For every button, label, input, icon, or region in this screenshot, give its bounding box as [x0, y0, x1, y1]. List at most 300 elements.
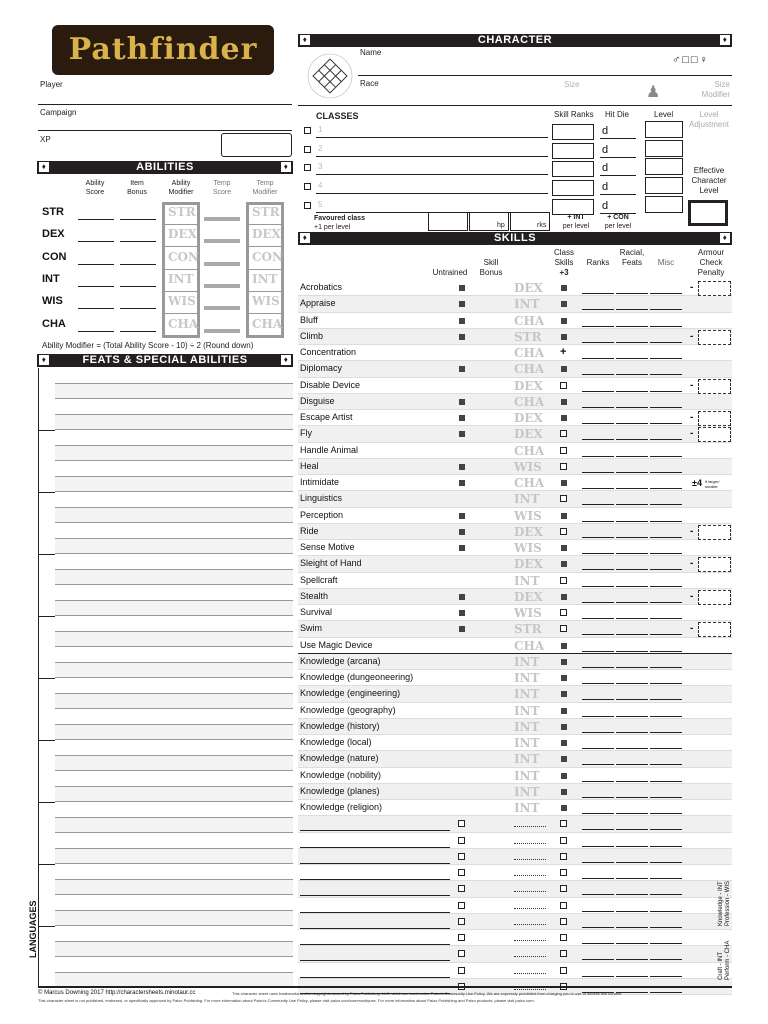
level-box[interactable]	[645, 177, 683, 194]
skill-ability-field[interactable]	[514, 989, 546, 990]
racial-feats-field[interactable]	[616, 943, 648, 944]
racial-feats-field[interactable]	[616, 586, 648, 587]
racial-feats-field[interactable]	[616, 309, 648, 310]
racial-feats-field[interactable]	[616, 878, 648, 879]
misc-field[interactable]	[650, 309, 682, 310]
misc-field[interactable]	[650, 521, 682, 522]
ranks-field[interactable]	[582, 521, 614, 522]
ranks-field[interactable]	[582, 651, 614, 652]
feat-line[interactable]	[55, 694, 293, 710]
misc-field[interactable]	[650, 943, 682, 944]
ranks-field[interactable]	[582, 407, 614, 408]
misc-field[interactable]	[650, 927, 682, 928]
ranks-field[interactable]	[582, 976, 614, 977]
skill-ranks-box[interactable]	[552, 180, 594, 196]
feat-line[interactable]	[55, 678, 293, 694]
armour-check-box[interactable]	[698, 281, 731, 296]
feat-line[interactable]	[55, 539, 293, 555]
skill-ability-field[interactable]	[514, 859, 546, 860]
racial-feats-field[interactable]	[616, 488, 648, 489]
ranks-field[interactable]	[582, 456, 614, 457]
skill-ability: STR	[514, 329, 542, 344]
skill-ability-field[interactable]	[514, 956, 546, 957]
racial-feats-field[interactable]	[616, 439, 648, 440]
ranks-field[interactable]	[582, 683, 614, 684]
ranks-field[interactable]	[582, 553, 614, 554]
racial-feats-field[interactable]	[616, 764, 648, 765]
xp-field[interactable]	[221, 133, 292, 157]
untrained-checkbox[interactable]	[458, 837, 465, 844]
feat-line[interactable]	[55, 430, 293, 446]
feat-line[interactable]	[55, 942, 293, 958]
racial-feats-field[interactable]	[616, 391, 648, 392]
ranks-field[interactable]	[582, 374, 614, 375]
hit-die-field[interactable]	[600, 138, 636, 139]
ranks-field[interactable]	[582, 667, 614, 668]
player-field[interactable]	[38, 104, 292, 105]
racial-feats-field[interactable]	[616, 732, 648, 733]
fav-extra-box[interactable]	[510, 212, 550, 231]
class-name-field[interactable]	[316, 193, 548, 194]
misc-field[interactable]	[650, 488, 682, 489]
ranks-field[interactable]	[582, 748, 614, 749]
feat-line[interactable]	[55, 570, 293, 586]
misc-field[interactable]	[650, 862, 682, 863]
racial-feats-field[interactable]	[616, 472, 648, 473]
custom-skill-field[interactable]	[300, 863, 450, 864]
misc-field[interactable]	[650, 407, 682, 408]
misc-field[interactable]	[650, 439, 682, 440]
skill-ability-field[interactable]	[514, 940, 546, 941]
untrained-checkbox[interactable]	[458, 950, 465, 957]
level-box[interactable]	[645, 196, 683, 213]
misc-field[interactable]	[650, 976, 682, 977]
temp-score-field[interactable]	[204, 239, 240, 243]
ability-score-field[interactable]	[78, 219, 114, 220]
gender-icons[interactable]: ♂□□♀	[672, 54, 710, 66]
class-skill-checkbox[interactable]	[560, 837, 567, 844]
misc-field[interactable]	[650, 878, 682, 879]
misc-field[interactable]	[650, 391, 682, 392]
skill-ability-field[interactable]	[514, 924, 546, 925]
ability-name-int: INT	[42, 272, 60, 285]
ranks-field[interactable]	[582, 829, 614, 830]
custom-skill-field[interactable]	[300, 879, 450, 880]
custom-skill-field[interactable]	[300, 830, 450, 831]
feat-line[interactable]	[55, 911, 293, 927]
level-box[interactable]	[645, 121, 683, 138]
skill-ranks-box[interactable]	[552, 143, 594, 159]
racial-feats-field[interactable]	[616, 423, 648, 424]
racial-feats-field[interactable]	[616, 326, 648, 327]
feat-line[interactable]	[55, 492, 293, 508]
racial-feats-field[interactable]	[616, 894, 648, 895]
temp-modifier-wis: WIS	[252, 294, 280, 309]
class-skill-checkbox[interactable]	[560, 820, 567, 827]
ranks-field[interactable]	[582, 586, 614, 587]
racial-feats-field[interactable]	[616, 553, 648, 554]
ranks-field[interactable]	[582, 764, 614, 765]
misc-field[interactable]	[650, 456, 682, 457]
racial-feats-field[interactable]	[616, 797, 648, 798]
armour-check-box[interactable]	[698, 427, 731, 442]
misc-field[interactable]	[650, 748, 682, 749]
ability-modifier-cha: CHA	[168, 316, 199, 331]
temp-score-field[interactable]	[204, 329, 240, 333]
misc-field[interactable]	[650, 374, 682, 375]
ability-score-field[interactable]	[78, 308, 114, 309]
ranks-field[interactable]	[582, 716, 614, 717]
misc-field[interactable]	[650, 813, 682, 814]
temp-score-field[interactable]	[204, 284, 240, 288]
racial-feats-field[interactable]	[616, 618, 648, 619]
ranks-field[interactable]	[582, 293, 614, 294]
custom-skill-field[interactable]	[300, 895, 450, 896]
feat-line[interactable]	[55, 663, 293, 679]
ecl-box[interactable]	[688, 200, 728, 226]
racial-feats-field[interactable]	[616, 683, 648, 684]
ranks-field[interactable]	[582, 862, 614, 863]
feat-line[interactable]	[55, 725, 293, 741]
misc-field[interactable]	[650, 911, 682, 912]
misc-field[interactable]	[650, 732, 682, 733]
skill-name: Knowledge (local)	[300, 737, 372, 747]
hit-die-header: Hit Die	[605, 110, 630, 119]
skill-ability-field[interactable]	[514, 843, 546, 844]
ranks-field[interactable]	[582, 797, 614, 798]
skill-ability-field[interactable]	[514, 973, 546, 974]
racial-feats-field[interactable]	[616, 846, 648, 847]
item-bonus-field[interactable]	[120, 308, 156, 309]
feat-line[interactable]	[55, 787, 293, 803]
racial-feats-field[interactable]	[616, 407, 648, 408]
racial-feats-field[interactable]	[616, 634, 648, 635]
class-checkbox[interactable]	[304, 183, 311, 190]
armour-check-box[interactable]	[698, 411, 731, 426]
custom-skill-field[interactable]	[300, 960, 450, 961]
ranks-field[interactable]	[582, 878, 614, 879]
feat-separator	[39, 554, 55, 555]
custom-skill-field[interactable]	[300, 928, 450, 929]
temp-score-field[interactable]	[204, 306, 240, 310]
ability-score-field[interactable]	[78, 331, 114, 332]
skill-ability-field[interactable]	[514, 891, 546, 892]
class-checkbox[interactable]	[304, 164, 311, 171]
ranks-field[interactable]	[582, 699, 614, 700]
class-skill-checkbox[interactable]	[560, 853, 567, 860]
misc-field[interactable]	[650, 764, 682, 765]
custom-skill-field[interactable]	[300, 944, 450, 945]
skill-ranks-box[interactable]	[552, 161, 594, 177]
untrained-checkbox[interactable]	[458, 820, 465, 827]
feat-line[interactable]	[55, 957, 293, 973]
class-skill-checkbox[interactable]	[560, 528, 567, 535]
skill-ability: CHA	[514, 443, 545, 458]
racial-feats-field[interactable]	[616, 602, 648, 603]
feat-line[interactable]	[55, 802, 293, 818]
misc-field[interactable]	[650, 423, 682, 424]
untrained-checkbox[interactable]	[458, 967, 465, 974]
item-bonus-field[interactable]	[120, 241, 156, 242]
feat-line[interactable]	[55, 818, 293, 834]
ranks-field[interactable]	[582, 927, 614, 928]
misc-field[interactable]	[650, 716, 682, 717]
item-bonus-field[interactable]	[120, 219, 156, 220]
ability-score-field[interactable]	[78, 264, 114, 265]
level-box[interactable]	[645, 140, 683, 157]
ranks-field[interactable]	[582, 358, 614, 359]
misc-field[interactable]	[650, 358, 682, 359]
racial-feats-field[interactable]	[616, 374, 648, 375]
armour-check-box[interactable]	[698, 557, 731, 572]
ranks-field[interactable]	[582, 634, 614, 635]
class-skill-checkbox[interactable]	[560, 609, 567, 616]
feat-line[interactable]	[55, 601, 293, 617]
item-bonus-field[interactable]	[120, 331, 156, 332]
feat-line[interactable]	[55, 864, 293, 880]
class-checkbox[interactable]	[304, 127, 311, 134]
feat-line[interactable]	[55, 616, 293, 632]
ability-name-wis: WIS	[42, 295, 63, 308]
racial-feats-field[interactable]	[616, 504, 648, 505]
feat-line[interactable]	[55, 632, 293, 648]
character-title: CHARACTER	[477, 34, 553, 46]
feat-line[interactable]	[55, 880, 293, 896]
class-skill-checkbox[interactable]	[560, 447, 567, 454]
ranks-field[interactable]	[582, 537, 614, 538]
skill-ability: DEX	[514, 557, 543, 572]
feat-line[interactable]	[55, 415, 293, 431]
ranks-field[interactable]	[582, 732, 614, 733]
misc-field[interactable]	[650, 634, 682, 635]
class-skill-checkbox[interactable]	[560, 463, 567, 470]
footer-trademark: This character sheet uses trademarks and/or copyrights owned by Paizo Publishing, LLC, which are used under Paizo's Community Use Policy. We are expressly prohibited from charging you to use or access this content.	[232, 991, 623, 996]
class-skill-checkbox[interactable]	[560, 934, 567, 941]
untrained-marker	[459, 529, 465, 535]
class-skill-checkbox[interactable]	[560, 918, 567, 925]
feat-line[interactable]	[55, 368, 293, 384]
class-skill-checkbox[interactable]	[560, 625, 567, 632]
custom-skill-field[interactable]	[300, 977, 450, 978]
class-skill-checkbox[interactable]	[560, 382, 567, 389]
misc-field[interactable]	[650, 293, 682, 294]
ranks-field[interactable]	[582, 959, 614, 960]
ranks-field[interactable]	[582, 911, 614, 912]
feat-line[interactable]	[55, 849, 293, 865]
ranks-field[interactable]	[582, 504, 614, 505]
misc-field[interactable]	[650, 846, 682, 847]
feat-line[interactable]	[55, 399, 293, 415]
skill-name: Ride	[300, 525, 319, 536]
feat-line[interactable]	[55, 647, 293, 663]
class-checkbox[interactable]	[304, 146, 311, 153]
temp-score-field[interactable]	[204, 217, 240, 221]
skill-name: Appraise	[300, 298, 336, 309]
feat-line[interactable]	[55, 508, 293, 524]
feat-line[interactable]	[55, 461, 293, 477]
class-name-field[interactable]	[316, 156, 548, 157]
modifier-divider	[248, 313, 282, 314]
ranks-field[interactable]	[582, 781, 614, 782]
feat-line[interactable]	[55, 384, 293, 400]
ability-score-field[interactable]	[78, 241, 114, 242]
misc-field[interactable]	[650, 472, 682, 473]
untrained-checkbox[interactable]	[458, 853, 465, 860]
racial-feats-field[interactable]	[616, 829, 648, 830]
class-skill-checkbox[interactable]	[560, 869, 567, 876]
skill-ability-field[interactable]	[514, 875, 546, 876]
class-skill-checkbox[interactable]	[560, 430, 567, 437]
ranks-field[interactable]	[582, 602, 614, 603]
item-bonus-field[interactable]	[120, 286, 156, 287]
armour-check-box[interactable]	[698, 525, 731, 540]
level-box[interactable]	[645, 158, 683, 175]
untrained-checkbox[interactable]	[458, 934, 465, 941]
untrained-checkbox[interactable]	[458, 885, 465, 892]
misc-field[interactable]	[650, 586, 682, 587]
racial-feats-field[interactable]	[616, 569, 648, 570]
class-skill-checkbox[interactable]	[560, 902, 567, 909]
racial-feats-field[interactable]	[616, 358, 648, 359]
skill-ability-field[interactable]	[514, 908, 546, 909]
feat-line[interactable]	[55, 740, 293, 756]
feat-line[interactable]	[55, 446, 293, 462]
racial-feats-field[interactable]	[616, 342, 648, 343]
misc-field[interactable]	[650, 651, 682, 652]
armour-check-box[interactable]	[698, 379, 731, 394]
feat-line[interactable]	[55, 895, 293, 911]
armour-check-box[interactable]	[698, 590, 731, 605]
misc-field[interactable]	[650, 326, 682, 327]
class-skill-checkbox[interactable]	[560, 577, 567, 584]
racial-feats-field[interactable]	[616, 927, 648, 928]
modifier-divider	[164, 336, 198, 337]
misc-field[interactable]	[650, 553, 682, 554]
racial-feats-field[interactable]	[616, 976, 648, 977]
ability-score-field[interactable]	[78, 286, 114, 287]
ranks-field[interactable]	[582, 618, 614, 619]
racial-feats-field[interactable]	[616, 748, 648, 749]
ranks-field[interactable]	[582, 309, 614, 310]
misc-field[interactable]	[650, 618, 682, 619]
misc-field[interactable]	[650, 504, 682, 505]
untrained-checkbox[interactable]	[458, 902, 465, 909]
racial-feats-field[interactable]	[616, 521, 648, 522]
class-checkbox[interactable]	[304, 202, 311, 209]
ranks-field[interactable]	[582, 472, 614, 473]
misc-field[interactable]	[650, 683, 682, 684]
hit-die-field[interactable]	[600, 175, 636, 176]
ranks-field[interactable]	[582, 342, 614, 343]
racial-feats-field[interactable]	[616, 716, 648, 717]
race-field[interactable]	[298, 105, 732, 106]
ranks-field[interactable]	[582, 423, 614, 424]
untrained-checkbox[interactable]	[458, 918, 465, 925]
campaign-field[interactable]	[38, 130, 292, 131]
feat-line[interactable]	[55, 709, 293, 725]
custom-skill-field[interactable]	[300, 912, 450, 913]
armour-check-header: Armour Check Penalty	[697, 248, 725, 277]
racial-feats-field[interactable]	[616, 667, 648, 668]
feat-line[interactable]	[55, 477, 293, 493]
custom-skill-field[interactable]	[300, 847, 450, 848]
hit-die-field[interactable]	[600, 157, 636, 158]
untrained-checkbox[interactable]	[458, 869, 465, 876]
racial-feats-field[interactable]	[616, 537, 648, 538]
fav-hp-box[interactable]	[428, 212, 468, 231]
class-name-field[interactable]	[316, 174, 548, 175]
class-skill-checkbox[interactable]	[560, 967, 567, 974]
racial-feats-field[interactable]	[616, 911, 648, 912]
class-skill-checkbox[interactable]	[560, 885, 567, 892]
item-bonus-field[interactable]	[120, 264, 156, 265]
misc-field[interactable]	[650, 342, 682, 343]
feat-line[interactable]	[55, 771, 293, 787]
misc-field[interactable]	[650, 569, 682, 570]
name-field[interactable]	[358, 75, 732, 76]
feat-line[interactable]	[55, 756, 293, 772]
ranks-field[interactable]	[582, 894, 614, 895]
class-skill-marker	[561, 756, 567, 762]
feat-line[interactable]	[55, 833, 293, 849]
armour-check-box[interactable]	[698, 622, 731, 637]
class-skill-checkbox[interactable]	[560, 950, 567, 957]
ranks-field[interactable]	[582, 813, 614, 814]
hit-die-field[interactable]	[600, 194, 636, 195]
ranks-field[interactable]	[582, 846, 614, 847]
misc-field[interactable]	[650, 829, 682, 830]
ranks-field[interactable]	[582, 488, 614, 489]
racial-feats-field[interactable]	[616, 781, 648, 782]
feat-line[interactable]	[55, 554, 293, 570]
racial-feats-field[interactable]	[616, 456, 648, 457]
skill-ability-field[interactable]	[514, 826, 546, 827]
racial-feats-field[interactable]	[616, 959, 648, 960]
ranks-field[interactable]	[582, 943, 614, 944]
racial-feats-field[interactable]	[616, 813, 648, 814]
misc-field[interactable]	[650, 699, 682, 700]
armour-check-box[interactable]	[698, 330, 731, 345]
misc-field[interactable]	[650, 797, 682, 798]
feat-line[interactable]	[55, 926, 293, 942]
ranks-field[interactable]	[582, 326, 614, 327]
class-name-field[interactable]	[316, 137, 548, 138]
alignment-grid-icon[interactable]	[306, 52, 354, 100]
misc-field[interactable]	[650, 667, 682, 668]
size-modifier-label: Size Modifier	[701, 80, 730, 99]
feat-line[interactable]	[55, 585, 293, 601]
temp-score-field[interactable]	[204, 262, 240, 266]
fav-rks-box[interactable]	[469, 212, 509, 231]
untrained-marker	[459, 480, 465, 486]
misc-field[interactable]	[650, 781, 682, 782]
misc-field[interactable]	[650, 602, 682, 603]
feat-line[interactable]	[55, 523, 293, 539]
racial-feats-field[interactable]	[616, 699, 648, 700]
misc-field[interactable]	[650, 894, 682, 895]
skill-ranks-box[interactable]	[552, 124, 594, 140]
ranks-field[interactable]	[582, 569, 614, 570]
misc-field[interactable]	[650, 537, 682, 538]
racial-feats-field[interactable]	[616, 293, 648, 294]
racial-feats-field[interactable]	[616, 862, 648, 863]
ranks-field[interactable]	[582, 391, 614, 392]
racial-feats-field[interactable]	[616, 651, 648, 652]
class-skill-checkbox[interactable]	[560, 495, 567, 502]
class-skill-marker	[561, 708, 567, 714]
ranks-field[interactable]	[582, 439, 614, 440]
misc-field[interactable]	[650, 959, 682, 960]
